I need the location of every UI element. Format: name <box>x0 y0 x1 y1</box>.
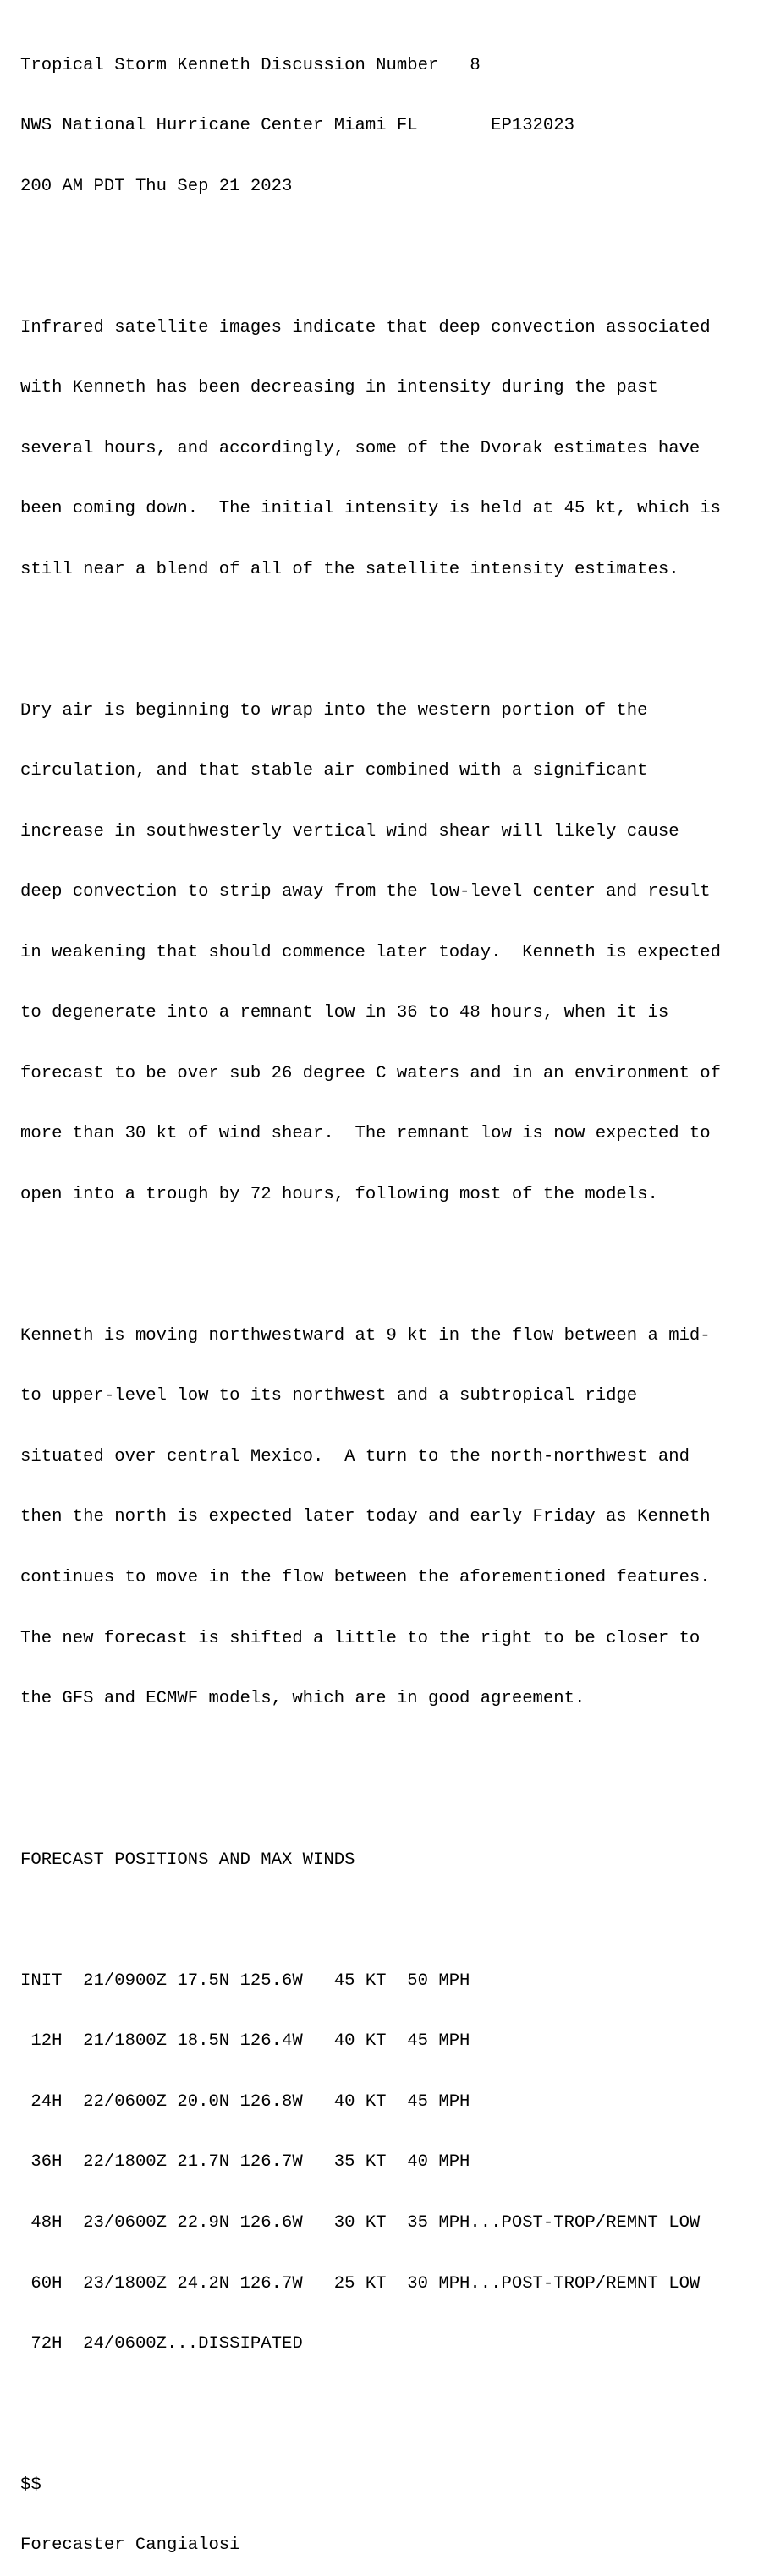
paragraph-line: the GFS and ECMWF models, which are in good agreement. <box>20 1689 585 1709</box>
spacer <box>20 1910 721 1931</box>
header-title-line: Tropical Storm Kenneth Discussion Number 8 <box>20 55 481 75</box>
header-office-line: NWS National Hurricane Center Miami FL EP132023 <box>20 116 574 136</box>
paragraph-line: continues to move in the flow between the aforementioned features. <box>20 1567 711 1587</box>
paragraph-line: open into a trough by 72 hours, following most of the models. <box>20 1184 658 1204</box>
forecast-row: 36H 22/1800Z 21.7N 126.7W 35 KT 40 MPH <box>20 2152 470 2173</box>
paragraph-line: several hours, and accordingly, some of the Dvorak estimates have <box>20 438 701 458</box>
forecast-row: INIT 21/0900Z 17.5N 125.6W 45 KT 50 MPH <box>20 1970 470 1991</box>
paragraph-line: The new forecast is shifted a little to the right to be closer to <box>20 1628 701 1648</box>
paragraph-line: Dry air is beginning to wrap into the western portion of the <box>20 700 648 721</box>
forecast-title: FORECAST POSITIONS AND MAX WINDS <box>20 1850 355 1870</box>
paragraph-line: Kenneth is moving northwestward at 9 kt in the flow between a mid- <box>20 1325 711 1346</box>
forecast-row: 12H 21/1800Z 18.5N 126.4W 40 KT 45 MPH <box>20 2031 470 2052</box>
paragraph-line: to degenerate into a remnant low in 36 to 48 hours, when it is <box>20 1003 669 1023</box>
paragraph-line: situated over central Mexico. A turn to the north-northwest and <box>20 1446 690 1466</box>
terminator: $$ <box>20 2475 41 2495</box>
forecast-row: 48H 23/0600Z 22.9N 126.6W 30 KT 35 MPH...POST-TROP/REMNT LOW <box>20 2212 701 2233</box>
paragraph-line: deep convection to strip away from the low-level center and result <box>20 882 711 902</box>
forecast-row: 60H 23/1800Z 24.2N 126.7W 25 KT 30 MPH...POST-TROP/REMNT LOW <box>20 2273 701 2294</box>
paragraph-line: more than 30 kt of wind shear. The remnant low is now expected to <box>20 1124 711 1144</box>
paragraph-line: in weakening that should commence later today. Kenneth is expected <box>20 942 722 962</box>
forecaster-signature: Forecaster Cangialosi <box>20 2535 240 2556</box>
header-date-line: 200 AM PDT Thu Sep 21 2023 <box>20 176 293 196</box>
discussion-document <box>20 15 721 2576</box>
paragraph-line: circulation, and that stable air combined with a significant <box>20 761 648 781</box>
paragraph-line: Infrared satellite images indicate that deep convection associated <box>20 317 711 337</box>
paragraph-line: increase in southwesterly vertical wind shear will likely cause <box>20 821 679 841</box>
forecast-row: 24H 22/0600Z 20.0N 126.8W 40 KT 45 MPH <box>20 2091 470 2112</box>
spacer <box>20 2395 721 2415</box>
spacer <box>20 1245 721 1265</box>
paragraph-line: forecast to be over sub 26 degree C waters and in an environment of <box>20 1063 722 1083</box>
paragraph-line: still near a blend of all of the satellite intensity estimates. <box>20 559 679 579</box>
paragraph-line: to upper-level low to its northwest and a subtropical ridge <box>20 1386 638 1406</box>
paragraph-line: with Kenneth has been decreasing in intensity during the past <box>20 378 658 398</box>
spacer <box>20 1750 721 1790</box>
spacer <box>20 620 721 640</box>
forecast-row: 72H 24/0600Z...DISSIPATED <box>20 2334 303 2354</box>
spacer <box>20 237 721 257</box>
paragraph-line: been coming down. The initial intensity is held at 45 kt, which is <box>20 499 722 519</box>
paragraph-line: then the north is expected later today and early Friday as Kenneth <box>20 1507 711 1527</box>
